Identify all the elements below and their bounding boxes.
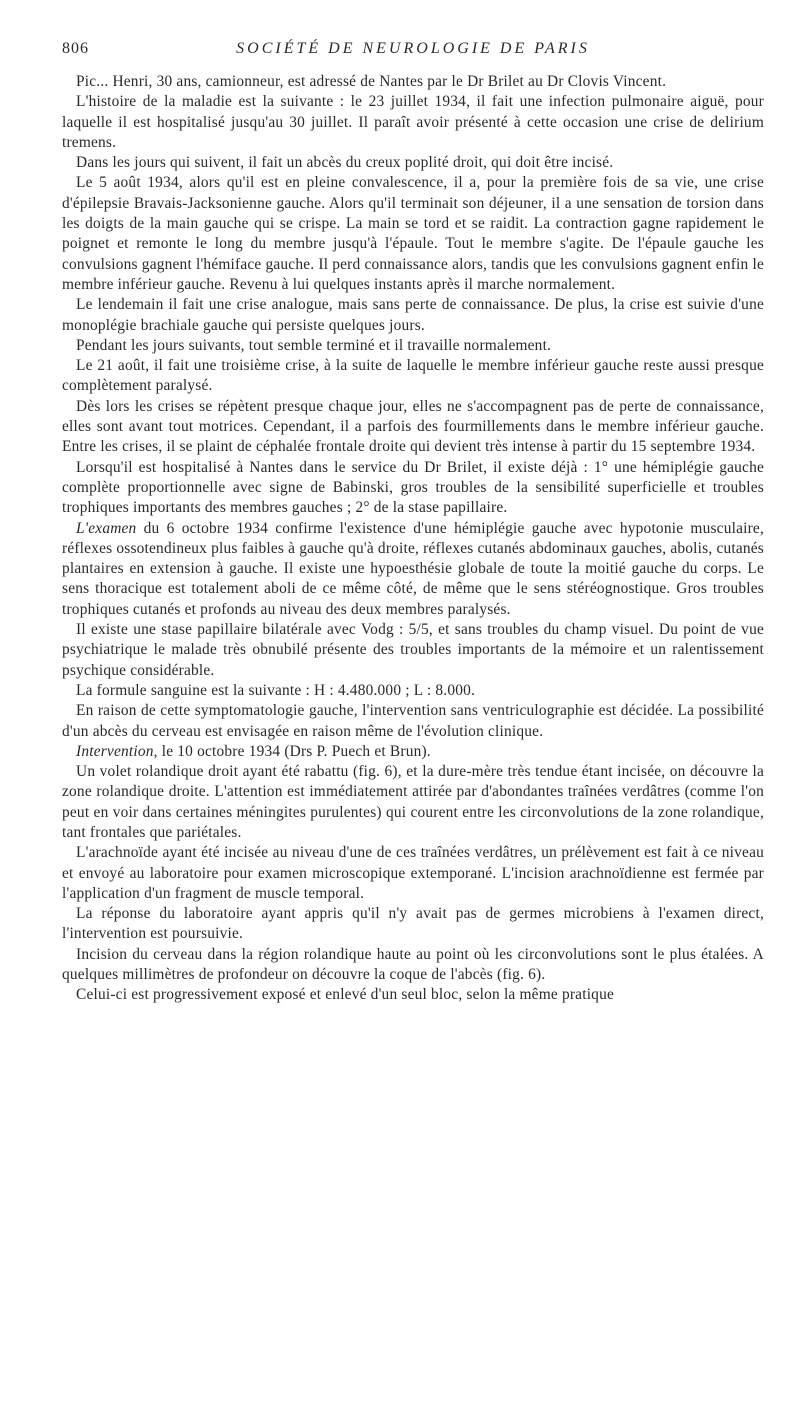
paragraph [62,620,764,681]
paragraph [62,762,764,843]
running-head [62,40,764,66]
paragraph-text: Dès lors les crises se répètent presque chaque jour, elles ne s'accompagnent pas de perte de connaissance, elles sont avant tout motrices. Cependant, il a parfois des fourmillements dans le membre inférieur gauche. Entre les crises, il se plaint de céphalée frontale droite qui devient très intense à partir du 15 septembre 1934. [62,397,764,456]
paragraph [62,945,764,986]
paragraph [62,458,764,519]
paragraph [62,843,764,904]
paragraph-text: Le lendemain il fait une crise analogue, mais sans perte de connaissance. De plus, la crise est suivie d'une monoplégie brachiale gauche qui persiste quelques jours. [62,296,764,334]
paragraph-text: du 6 octobre 1934 confirme l'existence d'une hémiplégie gauche avec hypotonie musculaire, réflexes ossotendineux plus faibles à gauche qu'à droite, réflexes cutanés abdominaux gauches, abolis, cutanés plantaires en extension à gauche. Il existe une hypoesthésie globale de toute la moitié gauche du corps. Le sens thoracique est totalement aboli de ce même côté, de même que le sens stéréognostique. Gros troubles trophiques cutanés et profonds au niveau des deux membres paralysés. [62,519,764,618]
paragraph-text: Pic... Henri, 30 ans, camionneur, est adressé de Nantes par le Dr Brilet au Dr Clovis Vincent. [76,73,667,90]
paragraph [62,295,764,336]
paragraph-text: Le 21 août, il fait une troisième crise, à la suite de laquelle le membre inférieur gauche reste aussi presque complètement paralysé. [62,357,764,395]
paragraph-lead: Intervention [76,742,154,760]
paragraph-text: La formule sanguine est la suivante : H : 4.480.000 ; L : 8.000. [76,681,476,699]
paragraph [62,336,764,356]
paragraph-text: Le 5 août 1934, alors qu'il est en pleine convalescence, il a, pour la première fois de sa vie, une crise d'épilepsie Bravais-Jacksonienne gauche. Alors qu'il terminait son déjeuner, il a une sensation de torsion dans les doigts de la main gauche qui se crispe. La main se tord et se raidit. La contraction gagne rapidement le poignet et remonte le long du membre jusqu'à l'épaule. Tout le membre s'agite. De l'épaule gauche les convulsions gagnent l'hémiface gauche. Il perd connaissance alors, tandis que les convulsions gagnent enfin le membre inférieur gauche. Revenu à lui quelques instants après il marche normalement. [62,174,764,293]
paragraph-text: Lorsqu'il est hospitalisé à Nantes dans le service du Dr Brilet, il existe déjà : 1° une hémiplégie gauche complète proportionnelle avec signe de Babinski, gros troubles de la sensibilité superficielle et troubles trophiques importants des membres gauches ; 2° de la stase papillaire. [62,458,764,517]
paragraph-text: Celui-ci est progressivement exposé et enlevé d'un seul bloc, selon la même pratique [76,986,614,1004]
paragraph-text: Incision du cerveau dans la région rolandique haute au point où les circonvolutions sont le plus étalées. A quelques millimètres de profondeur on découvre la coque de l'abcès (fig. 6). [62,945,764,984]
paragraph [62,742,764,762]
article-body [62,72,764,1006]
paragraph-text: Il existe une stase papillaire bilatérale avec Vodg : 5/5, et sans troubles du champ visuel. Du point de vue psychiatrique le malade très obnubilé présente des troubles importants de la mémoire et un ralentissement psychique considérable. [62,621,764,679]
paragraph [62,397,764,458]
paragraph-text: Un volet rolandique droit ayant été rabattu (fig. 6), et la dure-mère très tendue étant incisée, on découvre la zone rolandique droite. L'attention est immédiatement attirée par d'abondantes traînées verdâtres (comme l'on peut en voir dans certaines méningites purulentes) qui courent entre les circonvolutions de la zone rolandique, tant frontales que pariétales. [62,763,764,841]
paragraph-text: , le 10 octobre 1934 (Drs P. Puech et Brun). [153,742,431,760]
paragraph [62,904,764,945]
paragraph-text: La réponse du laboratoire ayant appris qu'il n'y avait pas de germes microbiens à l'examen direct, l'intervention est poursuivie. [62,905,764,943]
paragraph-text: L'histoire de la maladie est la suivante : le 23 juillet 1934, il fait une infection pulmonaire aiguë, pour laquelle il est hospitalisé jusqu'au 30 juillet. Il paraît avoir présenté à cette occasion une crise de delirium tremens. [62,93,764,151]
paragraph [62,985,764,1005]
paragraph [62,153,764,173]
journal-title: SOCIÉTÉ DE NEUROLOGIE DE PARIS [236,40,590,57]
paragraph-text: En raison de cette symptomatologie gauche, l'intervention sans ventriculographie est décidée. La possibilité d'un abcès du cerveau est envisagée en raison même de l'évolution clinique. [62,702,764,740]
paragraph [62,72,764,92]
page-number: 806 [62,40,89,57]
page [62,40,764,1006]
paragraph [62,92,764,153]
paragraph [62,173,764,295]
paragraph [62,356,764,397]
paragraph-text: Dans les jours qui suivent, il fait un abcès du creux poplité droit, qui doit être incisé. [76,154,614,172]
paragraph-lead: L'examen [76,519,137,537]
paragraph-text: Pendant les jours suivants, tout semble terminé et il travaille normalement. [76,336,552,354]
paragraph [62,701,764,742]
paragraph-text: L'arachnoïde ayant été incisée au niveau d'une de ces traînées verdâtres, un prélèvement est fait à ce niveau et envoyé au laboratoire pour examen microscopique extemporané. L'incision arachnoïdienne est fermée par l'application d'un fragment de muscle temporal. [62,844,764,902]
paragraph [62,681,764,701]
paragraph [62,519,764,620]
